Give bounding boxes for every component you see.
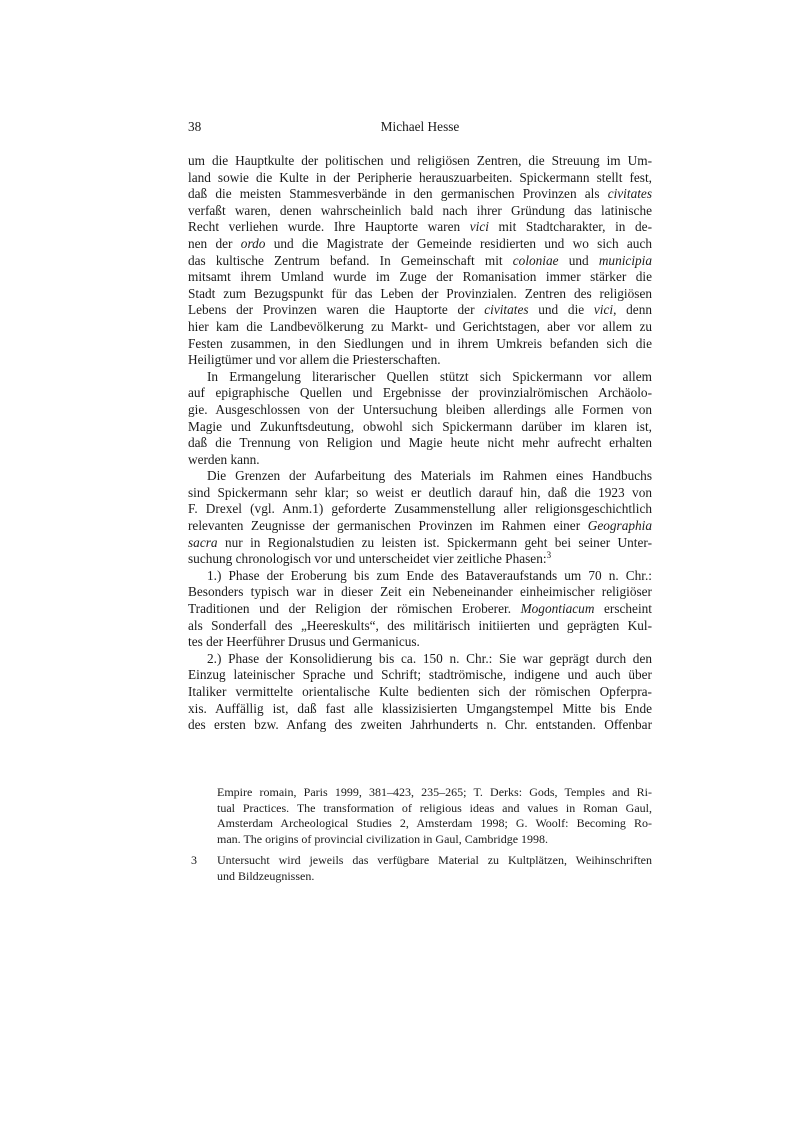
text-line	[188, 535, 652, 552]
text-run: und die	[528, 302, 594, 318]
text-run: um die Hauptkulte der politischen und religiösen Zentren, die Streuung im Um-	[188, 153, 652, 168]
text-run: nen der	[188, 235, 241, 251]
italic-term: Mogontiacum	[520, 601, 595, 617]
text-run: In Ermangelung literarischer Quellen stützt sich Spickermann vor allem	[207, 368, 652, 384]
text-run: suchung chronologisch vor und unterscheidet vier zeitliche Phasen:	[188, 551, 547, 567]
footnote-text: Empire romain, Paris 1999, 381–423, 235–265; T. Derks: Gods, Temples and Ri-	[217, 785, 652, 799]
text-run: daß die meisten Stammesverbände in den germanischen Provinzen als	[188, 186, 608, 202]
running-title: Michael Hesse	[380, 119, 460, 134]
text-run: das kultische Zentrum befand. In Gemeinschaft mit	[188, 252, 513, 268]
italic-term: vici	[469, 219, 489, 235]
text-run: mit Stadtcharakter, in de-	[488, 219, 652, 235]
text-run: 2.) Phase der Konsolidierung bis ca. 150 n. Chr.: Sie war geprägt durch den	[207, 650, 652, 666]
text-run: Magie und Zukunftsdeutung, obwohl sich Spickermann darüber im klaren ist,	[188, 418, 652, 434]
text-run: Italiker vermittelte orientalische Kulte bedienten sich der römischen Opferpra-	[188, 684, 652, 699]
text-run: xis. Auffällig ist, daß fast alle klassizisierten Umgangstempel Mitte bis Ende	[188, 700, 652, 716]
text-line	[188, 435, 652, 452]
italic-term: sacra	[188, 534, 218, 550]
text-run: des ersten bzw. Anfang des zweiten Jahrhunderts n. Chr. entstanden. Offenbar	[188, 717, 652, 733]
italic-term: coloniae	[512, 252, 559, 268]
text-line	[188, 319, 652, 336]
text-line	[188, 336, 652, 353]
text-line	[188, 203, 652, 220]
italic-term: civitates	[484, 302, 529, 318]
text-line	[188, 369, 652, 386]
body-text	[188, 153, 652, 734]
text-run: sind Spickermann sehr klar; so weist er deutlich darauf hin, daß die 1923 von	[188, 484, 652, 500]
italic-term: vici	[593, 302, 614, 318]
text-line	[188, 302, 652, 319]
footnote-line	[188, 853, 652, 869]
text-line	[188, 601, 652, 618]
footnote-text: tual Practices. The transformation of religious ideas and values in Roman Gaul,	[217, 800, 652, 815]
text-run: nur in Regionalstudien zu leisten ist. Spickermann geht bei seiner Unter-	[217, 534, 652, 550]
text-line	[188, 501, 652, 518]
text-run: Heiligtümer und vor allem die Priesterschaften.	[188, 352, 441, 368]
text-line	[188, 170, 652, 187]
text-line	[188, 402, 652, 419]
footnote-line	[188, 801, 652, 817]
footnote-line	[188, 785, 652, 801]
italic-term: civitates	[607, 186, 652, 202]
text-line	[188, 269, 652, 286]
text-run: und die Magistrate der Gemeinde residierten und wo sich auch	[265, 235, 652, 251]
text-line	[188, 352, 652, 369]
footnote-ref: 3	[546, 551, 552, 561]
text-line	[188, 153, 652, 170]
text-line	[188, 518, 652, 535]
text-run: Traditionen und der Religion der römischen Eroberer.	[188, 601, 521, 617]
text-line	[188, 584, 652, 601]
italic-term: municipia	[598, 252, 652, 268]
text-line	[188, 651, 652, 668]
text-run: mitsamt ihrem Umland wurde im Zuge der Romanisation immer stärker die	[188, 269, 652, 285]
text-run: auf epigraphische Quellen und Ergebnisse der provinzialrömischen Archäolo-	[188, 385, 652, 401]
text-run: Die Grenzen der Aufarbeitung des Materials im Rahmen eines Handbuchs	[207, 468, 652, 484]
text-run: daß die Trennung von Religion und Magie heute nicht mehr aufrecht erhalten	[188, 435, 652, 451]
footnote-text: und Bildzeugnissen.	[217, 868, 315, 883]
text-line	[188, 634, 652, 651]
footnote-line	[188, 816, 652, 832]
text-run: gie. Ausgeschlossen von der Untersuchung bleiben allerdings alle Formen von	[188, 401, 652, 417]
text-line	[188, 219, 652, 236]
text-run: Festen zusammen, in den Siedlungen und in ihrem Umkreis befanden sich die	[188, 335, 652, 351]
text-line	[188, 286, 652, 303]
text-run: werden kann.	[188, 451, 260, 467]
text-run: und	[558, 252, 599, 268]
italic-term: Geographia	[587, 518, 652, 534]
text-run: Stadt zum Bezugspunkt für das Leben der Provinzialen. Zentren des religiösen	[188, 285, 652, 301]
footnote-line	[188, 832, 652, 848]
text-run: 1.) Phase der Eroberung bis zum Ende des Bataveraufstands um 70 n. Chr.:	[207, 567, 652, 583]
text-line	[188, 717, 652, 734]
footnote-line	[188, 869, 652, 885]
text-line	[188, 253, 652, 270]
text-line	[188, 551, 652, 568]
text-line	[188, 419, 652, 436]
text-run: verfaßt waren, denen wahrscheinlich bald nach ihrer Gründung das latinische	[188, 202, 652, 218]
text-run: , denn	[613, 302, 652, 318]
text-line	[188, 468, 652, 485]
text-run: Recht verliehen wurde. Ihre Hauptorte waren	[188, 219, 470, 235]
text-run: erscheint	[594, 601, 652, 617]
italic-term: ordo	[240, 235, 266, 251]
text-line	[188, 236, 652, 253]
text-run: Lebens der Provinzen waren die Hauptorte der	[188, 302, 485, 318]
running-header	[188, 119, 652, 137]
text-run: hier kam die Landbevölkerung zu Markt- und Gerichtstagen, aber vor allem zu	[188, 318, 652, 334]
text-line	[188, 667, 652, 684]
footnote-text: Amsterdam Archeological Studies 2, Amsterdam 1998; G. Woolf: Becoming Ro-	[217, 816, 652, 831]
text-run: land sowie die Kulte in der Peripherie herauszuarbeiten. Spickermann stellt fest,	[188, 169, 652, 185]
text-run: F. Drexel (vgl. Anm.1) geforderte Zusammenstellung aller religionsgeschichtlich	[188, 501, 652, 517]
footnote-number: 3	[191, 853, 197, 868]
text-line	[188, 568, 652, 585]
text-line	[188, 618, 652, 635]
text-run: tes der Heerführer Drusus und Germanicus.	[188, 634, 420, 650]
text-run: Besonders typisch war in dieser Zeit ein Nebeneinander einheimischer religiöser	[188, 584, 652, 600]
text-line	[188, 485, 652, 502]
text-run: Einzug lateinischer Sprache und Schrift; stadtrömische, indigene und auch über	[188, 667, 652, 683]
text-line	[188, 684, 652, 701]
text-run: relevanten Zeugnisse der germanischen Provinzen im Rahmen einer	[188, 518, 588, 534]
text-line	[188, 452, 652, 469]
footnote-text: man. The origins of provincial civilization in Gaul, Cambridge 1998.	[217, 831, 549, 846]
footnote-text: Untersucht wird jeweils das verfügbare Material zu Kultplätzen, Weihinschriften	[217, 853, 652, 868]
page-number: 38	[188, 119, 202, 134]
text-run: als Sonderfall des „Heereskults“, des militärisch initiierten und geprägten Kul-	[188, 617, 652, 633]
text-line	[188, 186, 652, 203]
text-line	[188, 385, 652, 402]
text-line	[188, 701, 652, 718]
footnotes	[188, 785, 652, 885]
